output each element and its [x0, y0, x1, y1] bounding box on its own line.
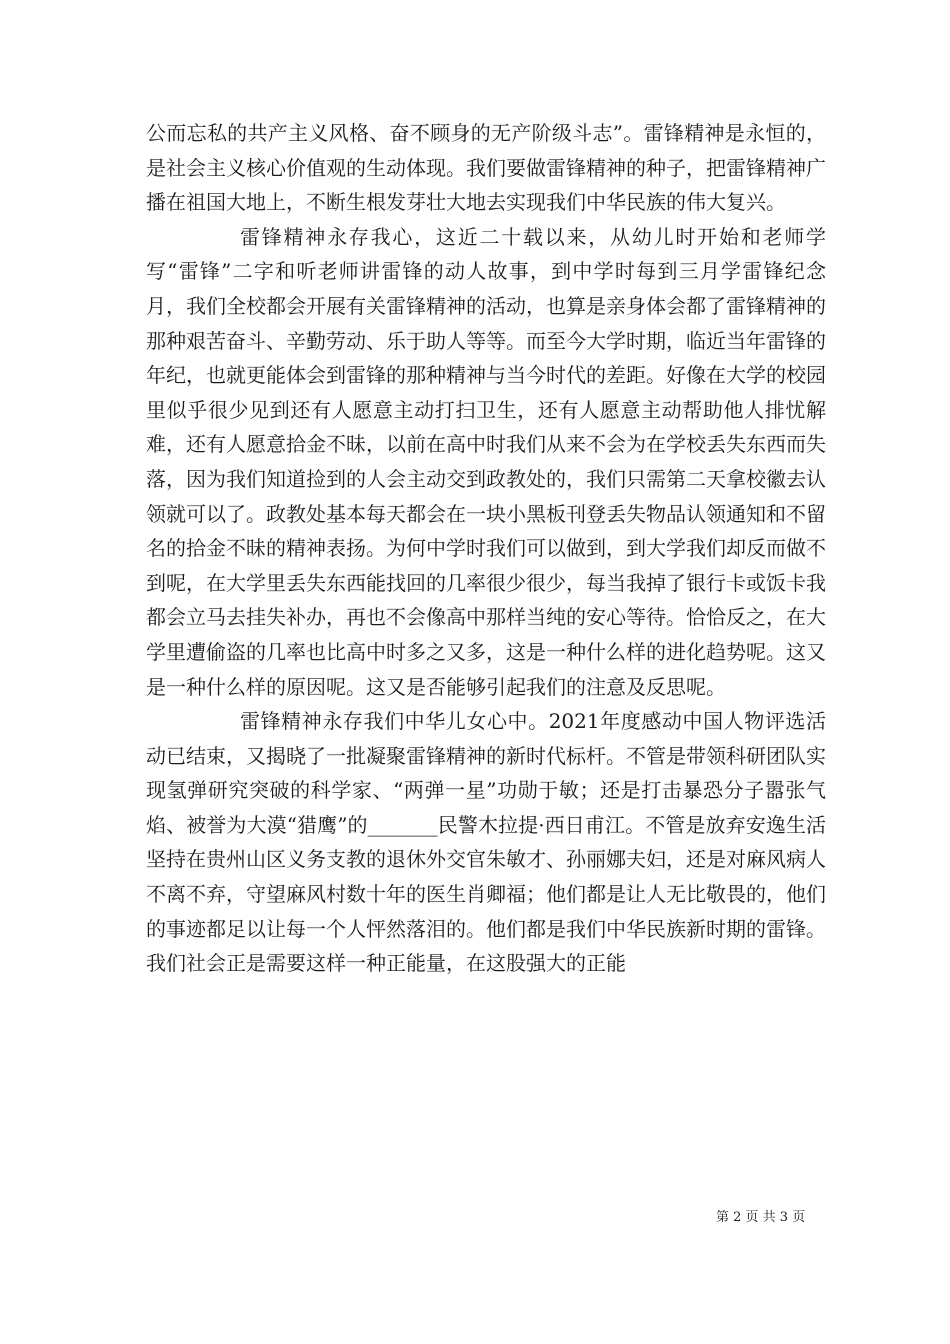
paragraph-moving-china: 雷锋精神永存我们中华儿女心中。2021年度感动中国人物评选活动已结束，又揭晓了一批凝聚雷锋精神的新时代标杆。不管是带领科研团队实现氢弹研究突破的科学家、“两弹一星”功勋于敏；还是打击暴恐分子嚣张气焰、被誉为大漠“猎鹰”的_______民警木拉提·西日甫江。不管是放弃安逸生活坚持在贵州山区义务支教的退休外交官朱敏才、孙丽娜夫妇，还是对麻风病人不离不弃，守望麻风村数十年的医生肖卿福；他们都是让人无比敬畏的，他们的事迹都足以让每一个人怦然落泪的。他们都是我们中华民族新时期的雷锋。我们社会正是需要这样一种正能量，在这股强大的正能	[146, 709, 826, 976]
page-number-footer: 第 2 页 共 3 页	[716, 1210, 806, 1225]
paragraph-continuation: 公而忘私的共产主义风格、奋不顾身的无产阶级斗志”。雷锋精神是永恒的，是社会主义核心价值观的生动体现。我们要做雷锋精神的种子，把雷锋精神广播在祖国大地上，不断生根发芽壮大地去实现我们中华民族的伟大复兴。	[146, 121, 826, 215]
paragraph-personal-reflection: 雷锋精神永存我心，这近二十载以来，从幼儿时开始和老师学写“雷锋”二字和听老师讲雷锋的动人故事，到中学时每到三月学雷锋纪念月，我们全校都会开展有关雷锋精神的活动，也算是亲身体会都了雷锋精神的那种艰苦奋斗、辛勤劳动、乐于助人等等。而至今大学时期，临近当年雷锋的年纪，也就更能体会到雷锋的那种精神与当今时代的差距。好像在大学的校园里似乎很少见到还有人愿意主动打扫卫生，还有人愿意主动帮助他人排忧解难，还有人愿意拾金不昧，以前在高中时我们从来不会为在学校丢失东西而失落，因为我们知道捡到的人会主动交到政教处的，我们只需第二天拿校徽去认领就可以了。政教处基本每天都会在一块小黑板刊登丢失物品认领通知和不留名的拾金不昧的精神表扬。为何中学时我们可以做到，到大学我们却反而做不到呢，在大学里丢失东西能找回的几率很少很少，每当我掉了银行卡或饭卡我都会立马去挂失补办，再也不会像高中那样当纯的安心等待。恰恰反之，在大学里遭偷盗的几率也比高中时多之又多，这是一种什么样的进化趋势呢。这又是一种什么样的原因呢。这又是否能够引起我们的注意及反思呢。	[146, 224, 826, 699]
document-body	[146, 116, 826, 981]
